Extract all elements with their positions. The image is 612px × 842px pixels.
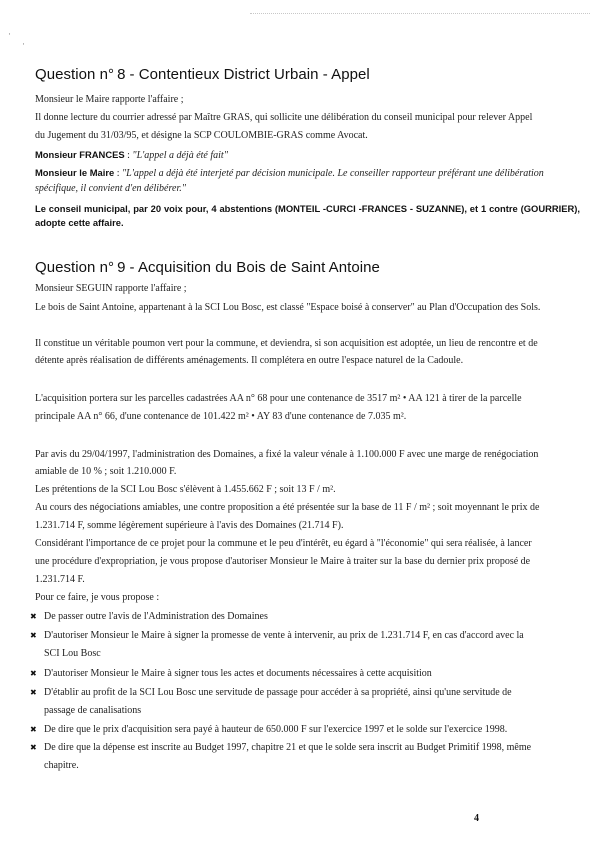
q8-line-2: Il donne lecture du courrier adressé par Maître GRAS, qui sollicite une délibération du conseil municipal pour relever Appel [35, 112, 533, 123]
q9-line-6: principale AA n° 66, d'une contenance de 101.422 m² • AY 83 d'une contenance de 7.035 m². [35, 411, 407, 422]
q9-line-8: amiable de 10 % ; soit 1.210.000 F. [35, 466, 177, 477]
q9-line-3: Il constitue un véritable poumon vert pour la commune, et deviendra, si son acquisition est adoptée, un lieu de rencontre et de [35, 338, 538, 349]
bullet-item-3: D'autoriser Monsieur le Maire à signer tous les actes et documents nécessaires à cette acquisition [44, 668, 432, 679]
bullet-item-2: D'autoriser Monsieur le Maire à signer la promesse de vente à intervenir, au prix de 1.231.714 F, en cas d'accord avec la [44, 630, 524, 641]
bullet-item-5: De dire que le prix d'acquisition sera payé à hauteur de 650.000 F sur l'exercice 1997 et le solde sur l'exercice 1998. [44, 724, 508, 735]
q9-line-15: Pour ce faire, je vous propose : [35, 592, 160, 603]
scan-top-rule [250, 13, 590, 14]
scan-speck: · [22, 39, 25, 49]
q9-line-2: Le bois de Saint Antoine, appartenant à la SCI Lou Bosc, est classé "Espace boisé à conserver" au Plan d'Occupation des Sols. [35, 302, 541, 313]
q9-line-1: Monsieur SEGUIN rapporte l'affaire ; [35, 283, 187, 294]
q8-maire-remark [35, 167, 544, 180]
q8-line-3: du Jugement du 31/03/95, et désigne la SCP COULOMBIE-GRAS comme Avocat. [35, 130, 368, 141]
separator: : [114, 168, 122, 179]
question-title: - Contentieux District Urbain - Appel [129, 66, 370, 83]
question-8-heading [35, 66, 370, 83]
question-number: 9 [117, 259, 126, 276]
question-number: 8 [117, 66, 126, 83]
q9-line-7: Par avis du 29/04/1997, l'administration des Domaines, a fixé la valeur vénale à 1.100.000 F avec une marge de renégociation [35, 449, 539, 460]
question-label: Question n° [35, 259, 115, 276]
cross-bullet-icon: ✖ [30, 725, 37, 734]
cross-bullet-icon: ✖ [30, 631, 37, 640]
bullet-item-2-cont: SCI Lou Bosc [44, 648, 101, 659]
maire-quote-1: "L'appel a déjà été interjeté par décision municipale. Le conseiller rapporteur préférant une délibération [121, 168, 544, 179]
q9-line-5: L'acquisition portera sur les parcelles cadastrées AA n° 68 pour une contenance de 3517 m² • AA 121 à tirer de la parcelle [35, 393, 522, 404]
q8-vote-result: Le conseil municipal, par 20 voix pour, 4 abstentions (MONTEIL -CURCI -FRANCES - SUZANNE), et 1 contre (GOURRIER), adopte cette affaire. [35, 203, 580, 228]
cross-bullet-icon: ✖ [30, 688, 37, 697]
bullet-item-4: D'établir au profit de la SCI Lou Bosc une servitude de passage pour accéder à sa propriété, ainsi qu'une servitude de [44, 687, 512, 698]
separator: : [124, 150, 133, 161]
question-9-heading [35, 259, 380, 276]
q9-line-14: 1.231.714 F. [35, 574, 85, 585]
question-title: - Acquisition du Bois de Saint Antoine [129, 259, 380, 276]
q9-line-11: 1.231.714 F, somme légèrement supérieure à l'avis des Domaines (21.714 F). [35, 520, 344, 531]
q9-line-13: une procédure d'expropriation, je vous propose d'autoriser Monsieur le Maire à traiter sur la base du dernier prix proposé de [35, 556, 531, 567]
bullet-item-6-cont: chapitre. [44, 760, 79, 771]
q8-frances-remark [35, 149, 228, 162]
scan-speck: · [8, 29, 11, 39]
q9-line-4: détente après réalisation de différents aménagements. Il complétera en outre l'espace naturel de la Cadoule. [35, 355, 464, 366]
page-number: 4 [474, 813, 479, 824]
speaker-maire: Monsieur le Maire [35, 167, 115, 178]
cross-bullet-icon: ✖ [30, 669, 37, 678]
bullet-item-4-cont: passage de canalisations [44, 705, 142, 716]
speaker-frances: Monsieur FRANCES [35, 149, 125, 160]
maire-quote-2: spécifique, il convient d'en délibérer." [35, 183, 186, 194]
question-label: Question n° [35, 66, 115, 83]
bullet-item-6: De dire que la dépense est inscrite au Budget 1997, chapitre 21 et que le solde sera inscrit au Budget Primitif 1998, même [44, 742, 532, 753]
bullet-item-1: De passer outre l'avis de l'Administration des Domaines [44, 611, 268, 622]
frances-quote: "L'appel a déjà été fait" [132, 150, 228, 161]
q8-line-1: Monsieur le Maire rapporte l'affaire ; [35, 94, 184, 105]
q9-line-12: Considérant l'importance de ce projet pour la commune et le peu d'intérêt, eu égard à "l'économie" qui sera réalisée, à lancer [35, 538, 532, 549]
cross-bullet-icon: ✖ [30, 612, 37, 621]
q9-line-10: Au cours des négociations amiables, une contre proposition a été présentée sur la base de 11 F / m² ; soit moyennant le prix de [35, 502, 540, 513]
q9-line-9: Les prétentions de la SCI Lou Bosc s'élèvent à 1.455.662 F ; soit 13 F / m². [35, 484, 336, 495]
cross-bullet-icon: ✖ [30, 743, 37, 752]
